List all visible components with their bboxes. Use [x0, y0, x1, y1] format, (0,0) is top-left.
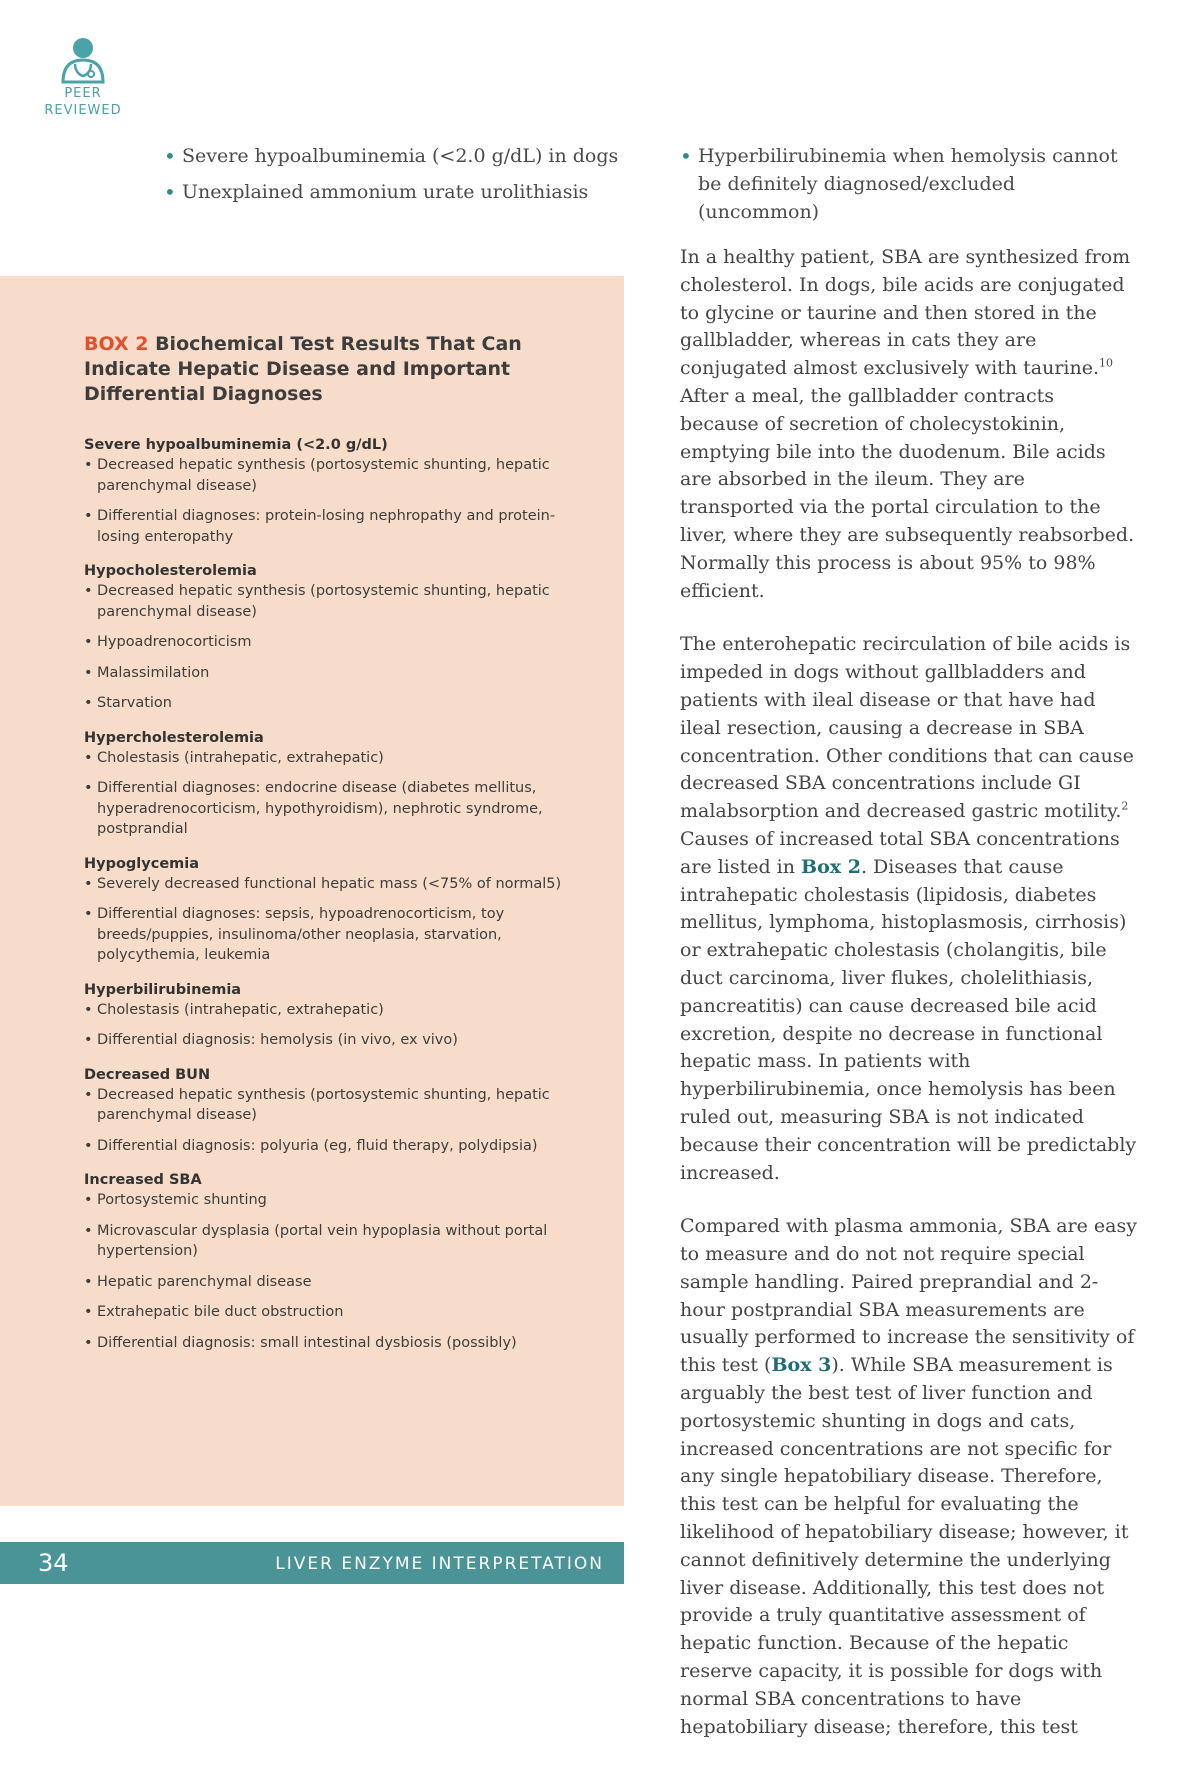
- paragraph-enterohepatic: The enterohepatic recirculation of bile acids is impeded in dogs without gallbladders and patients with ileal disease or that have had ileal resection, causing a decrease in SBA concentration. Other conditions that can cause decreased SBA concentrations include GI malabsorption and decreased gastric motility.$^2$ Causes of increased total SBA concentrations are listed in Box 2. Diseases that cause intrahepatic cholestasis (lipidosis, diabetes mellitus, lymphoma, histoplasmosis, cirrhosis) or extrahepatic cholestasis (cholangitis, bile duct carcinoma, liver flukes, cholelithiasis, pancreatitis) can cause decreased bile acid excretion, despite no decrease in functional hepatic mass. In patients with hyperbilirubinemia, once hemolysis has been ruled out, measuring SBA is not indicated because their concentration will be predictably increased.: [680, 633, 1137, 1184]
- list-item: • Portosystemic shunting: [84, 1190, 584, 1211]
- list-item: • Hepatic parenchymal disease: [84, 1272, 584, 1293]
- list-item: • Differential diagnoses: sepsis, hypoadrenocorticism, toy breeds/puppies, insulinoma/other neoplasia, starvation, polycythemia, leukemia: [84, 904, 584, 966]
- list-item: • Severe hypoalbuminemia (<2.0 g/dL) in dogs: [160, 142, 630, 170]
- list-item: • Differential diagnosis: hemolysis (in vivo, ex vivo): [84, 1030, 584, 1051]
- box-section: [84, 728, 584, 840]
- list-item: • Differential diagnoses: protein-losing nephropathy and protein-losing enteropathy: [84, 506, 584, 547]
- box-2-link[interactable]: Box 2: [801, 855, 861, 878]
- box-section: [84, 1065, 584, 1157]
- right-column: [680, 142, 1138, 1767]
- list-item: • Malassimilation: [84, 663, 584, 684]
- box-title-text: Biochemical Test Results That Can Indicate Hepatic Disease and Important Differential Diagnoses: [84, 333, 522, 405]
- box-2-panel: [0, 276, 624, 1506]
- badge-label-line2: REVIEWED: [44, 103, 122, 118]
- section-heading: Hypercholesterolemia: [84, 729, 264, 746]
- list-item: • Unexplained ammonium urate urolithiasis: [160, 178, 630, 206]
- list-item: • Extrahepatic bile duct obstruction: [84, 1302, 584, 1323]
- list-item: • Differential diagnosis: small intestinal dysbiosis (possibly): [84, 1333, 584, 1354]
- list-item: • Cholestasis (intrahepatic, extrahepatic): [84, 748, 584, 769]
- box-section: [84, 561, 584, 714]
- page-number: 34: [38, 1549, 69, 1577]
- section-heading: Decreased BUN: [84, 1066, 211, 1083]
- section-heading: Increased SBA: [84, 1172, 202, 1188]
- box-3-link[interactable]: Box 3: [771, 1354, 832, 1377]
- box-title: [84, 332, 584, 407]
- list-item: • Microvascular dysplasia (portal vein hypoplasia without portal hypertension): [84, 1221, 584, 1262]
- top-left-bullets: [160, 142, 630, 214]
- running-title: LIVER ENZYME INTERPRETATION: [275, 1554, 604, 1574]
- box-section: [84, 854, 584, 966]
- box-section: [84, 435, 584, 547]
- list-item: • Hypoadrenocorticism: [84, 632, 584, 653]
- list-item: • Severely decreased functional hepatic mass (<75% of normal5): [84, 874, 584, 895]
- box-label: BOX 2: [84, 333, 149, 355]
- list-item: • Cholestasis (intrahepatic, extrahepatic): [84, 1000, 584, 1021]
- box-section: [84, 1170, 584, 1353]
- list-item: • Starvation: [84, 693, 584, 714]
- section-heading: Severe hypoalbuminemia (<2.0 g/dL): [84, 437, 388, 453]
- page-footer: [0, 1542, 624, 1584]
- list-item: • Differential diagnosis: polyuria (eg, fluid therapy, polydipsia): [84, 1136, 584, 1157]
- list-item: • Differential diagnoses: endocrine disease (diabetes mellitus, hyperadrenocorticism, hypothyroidism), nephrotic syndrome, postprandial: [84, 778, 584, 840]
- badge-label-line1: PEER: [64, 86, 102, 101]
- box-section: [84, 980, 584, 1051]
- peer-reviewed-badge: [38, 34, 128, 118]
- list-item: • Hyperbilirubinemia when hemolysis cannot be definitely diagnosed/excluded (uncommon): [680, 142, 1138, 226]
- section-heading: Hypocholesterolemia: [84, 563, 257, 579]
- paragraph-sba-measurement: Compared with plasma ammonia, SBA are easy to measure and do not not require special sample handling. Paired preprandial and 2-hour postprandial SBA measurements are usually performed to increase the sensitivity of this test (Box 3). While SBA measurement is arguably the best test of liver function and portosystemic shunting in dogs and cats, increased concentrations are not specific for any single hepatobiliary disease. Therefore, this test can be helpful for evaluating the likelihood of hepatobiliary disease; however, it cannot definitively determine the underlying liver disease. Additionally, this test does not provide a truly quantitative assessment of hepatic function. Because of the hepatic reserve capacity, it is possible for dogs with normal SBA concentrations to have hepatobiliary disease; therefore, this test: [680, 1215, 1137, 1738]
- list-item: • Decreased hepatic synthesis (portosystemic shunting, hepatic parenchymal disease): [84, 455, 584, 496]
- list-item: • Decreased hepatic synthesis (portosystemic shunting, hepatic parenchymal disease): [84, 581, 584, 622]
- doctor-icon: [59, 34, 107, 84]
- section-heading: Hypoglycemia: [84, 855, 200, 872]
- section-heading: Hyperbilirubinemia: [84, 981, 242, 998]
- paragraph-sba-synthesis: In a healthy patient, SBA are synthesized from cholesterol. In dogs, bile acids are conjugated to glycine or taurine and then stored in the gallbladder, whereas in cats they are conjugated almost exclusively with taurine.$^{10}$ After a meal, the gallbladder contracts because of secretion of cholecystokinin, emptying bile into the duodenum. Bile acids are absorbed in the ileum. They are transported via the portal circulation to the liver, where they are subsequently reabsorbed. Normally this process is about 95% to 98% efficient.: [680, 246, 1135, 602]
- list-item: • Decreased hepatic synthesis (portosystemic shunting, hepatic parenchymal disease): [84, 1085, 584, 1126]
